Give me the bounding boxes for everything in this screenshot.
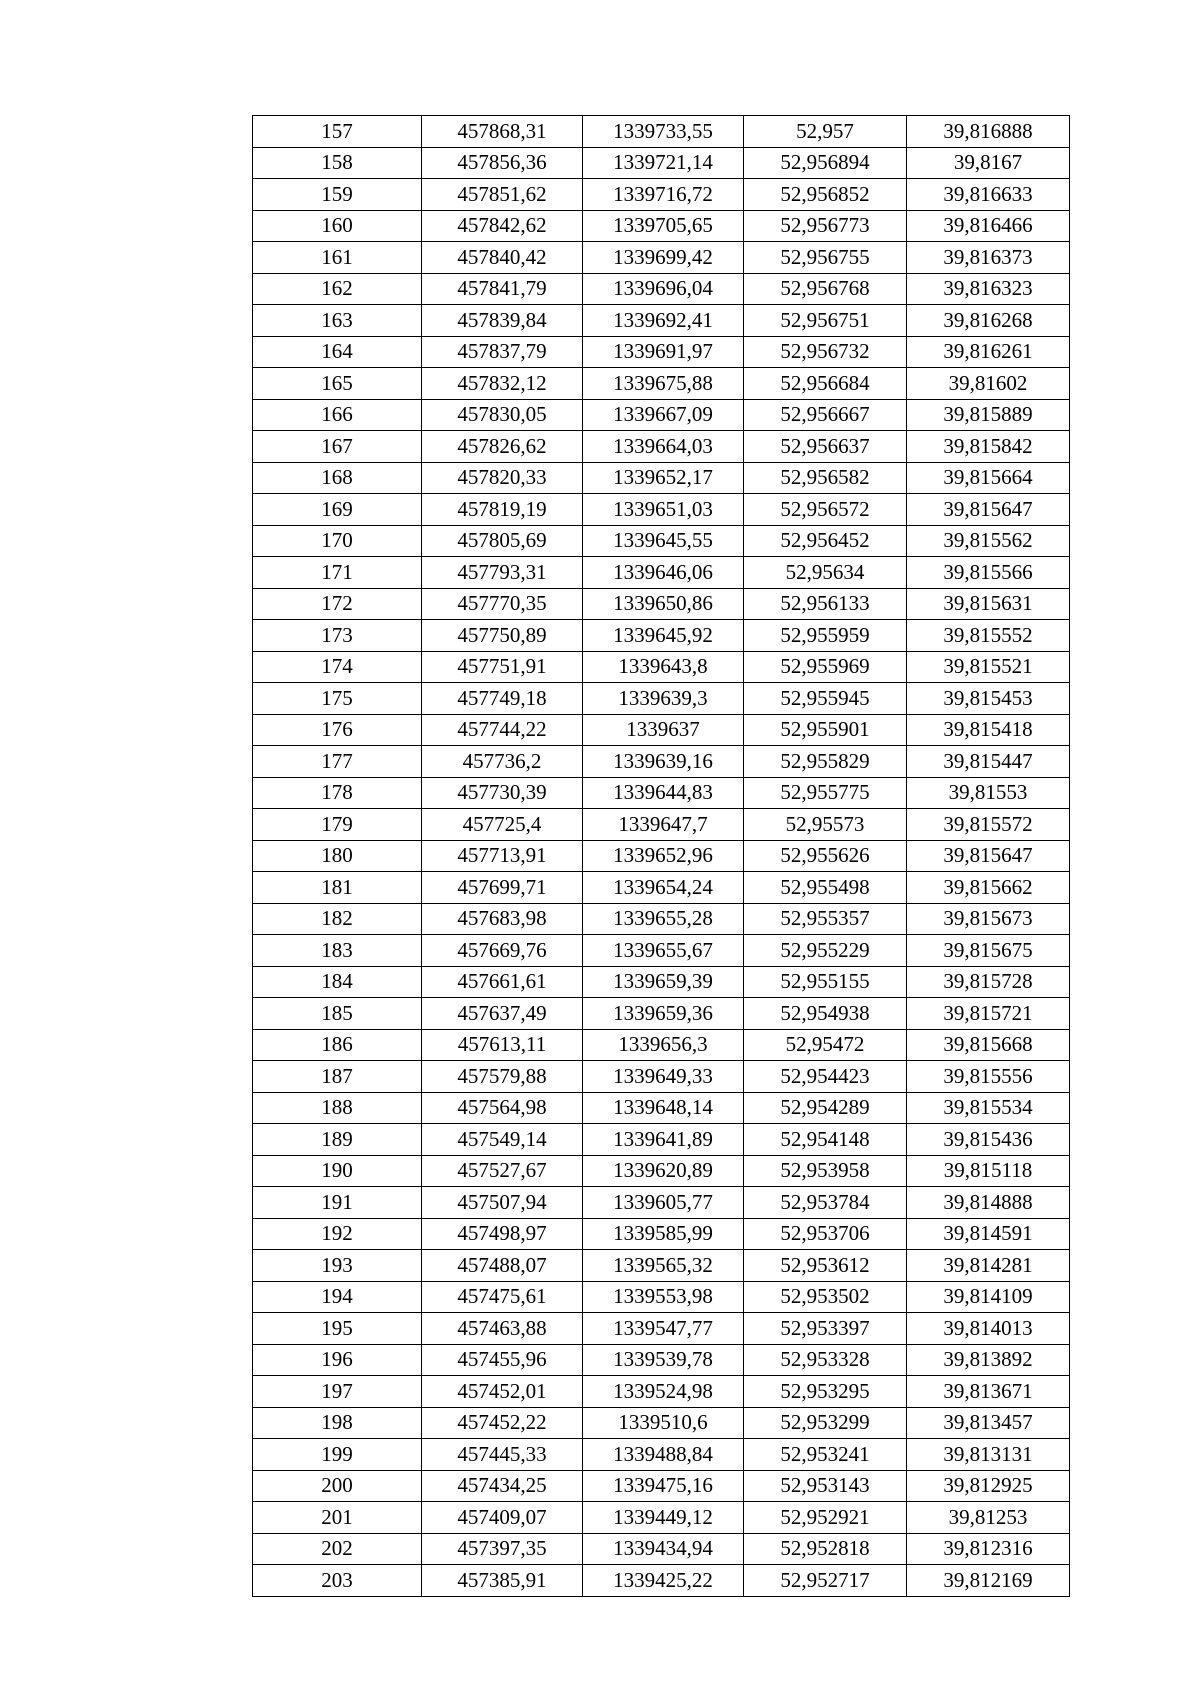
y-coordinate-cell: 1339691,97	[583, 336, 744, 368]
longitude-cell: 39,813457	[907, 1407, 1070, 1439]
y-coordinate-cell: 1339510,6	[583, 1407, 744, 1439]
latitude-cell: 52,953706	[744, 1218, 907, 1250]
y-coordinate-cell: 1339655,67	[583, 935, 744, 967]
longitude-cell: 39,815562	[907, 525, 1070, 557]
table-row	[253, 1155, 1070, 1187]
x-coordinate-cell: 457613,11	[422, 1029, 583, 1061]
y-coordinate-cell: 1339647,7	[583, 809, 744, 841]
point-number-cell: 177	[253, 746, 422, 778]
table-row	[253, 809, 1070, 841]
latitude-cell: 52,953397	[744, 1313, 907, 1345]
latitude-cell: 52,952921	[744, 1502, 907, 1534]
table-row	[253, 714, 1070, 746]
point-number-cell: 186	[253, 1029, 422, 1061]
table-row	[253, 1470, 1070, 1502]
longitude-cell: 39,814281	[907, 1250, 1070, 1282]
x-coordinate-cell: 457868,31	[422, 116, 583, 148]
y-coordinate-cell: 1339654,24	[583, 872, 744, 904]
table-row	[253, 620, 1070, 652]
x-coordinate-cell: 457455,96	[422, 1344, 583, 1376]
point-number-cell: 176	[253, 714, 422, 746]
latitude-cell: 52,956452	[744, 525, 907, 557]
latitude-cell: 52,955829	[744, 746, 907, 778]
point-number-cell: 196	[253, 1344, 422, 1376]
latitude-cell: 52,955775	[744, 777, 907, 809]
y-coordinate-cell: 1339643,8	[583, 651, 744, 683]
latitude-cell: 52,955626	[744, 840, 907, 872]
coordinates-table	[252, 115, 1070, 1597]
x-coordinate-cell: 457842,62	[422, 210, 583, 242]
x-coordinate-cell: 457805,69	[422, 525, 583, 557]
latitude-cell: 52,952717	[744, 1565, 907, 1597]
y-coordinate-cell: 1339637	[583, 714, 744, 746]
latitude-cell: 52,95472	[744, 1029, 907, 1061]
y-coordinate-cell: 1339721,14	[583, 147, 744, 179]
point-number-cell: 161	[253, 242, 422, 274]
longitude-cell: 39,815668	[907, 1029, 1070, 1061]
x-coordinate-cell: 457713,91	[422, 840, 583, 872]
y-coordinate-cell: 1339655,28	[583, 903, 744, 935]
table-row	[253, 1061, 1070, 1093]
longitude-cell: 39,815418	[907, 714, 1070, 746]
point-number-cell: 162	[253, 273, 422, 305]
y-coordinate-cell: 1339649,33	[583, 1061, 744, 1093]
longitude-cell: 39,816466	[907, 210, 1070, 242]
latitude-cell: 52,956637	[744, 431, 907, 463]
y-coordinate-cell: 1339705,65	[583, 210, 744, 242]
table-row	[253, 210, 1070, 242]
longitude-cell: 39,816323	[907, 273, 1070, 305]
longitude-cell: 39,816888	[907, 116, 1070, 148]
x-coordinate-cell: 457434,25	[422, 1470, 583, 1502]
x-coordinate-cell: 457397,35	[422, 1533, 583, 1565]
latitude-cell: 52,953502	[744, 1281, 907, 1313]
point-number-cell: 200	[253, 1470, 422, 1502]
table-row	[253, 525, 1070, 557]
y-coordinate-cell: 1339652,17	[583, 462, 744, 494]
y-coordinate-cell: 1339475,16	[583, 1470, 744, 1502]
table-row	[253, 1092, 1070, 1124]
longitude-cell: 39,815673	[907, 903, 1070, 935]
longitude-cell: 39,812316	[907, 1533, 1070, 1565]
latitude-cell: 52,957	[744, 116, 907, 148]
y-coordinate-cell: 1339645,55	[583, 525, 744, 557]
x-coordinate-cell: 457770,35	[422, 588, 583, 620]
x-coordinate-cell: 457661,61	[422, 966, 583, 998]
point-number-cell: 201	[253, 1502, 422, 1534]
point-number-cell: 197	[253, 1376, 422, 1408]
longitude-cell: 39,816633	[907, 179, 1070, 211]
y-coordinate-cell: 1339651,03	[583, 494, 744, 526]
table-row	[253, 336, 1070, 368]
x-coordinate-cell: 457744,22	[422, 714, 583, 746]
y-coordinate-cell: 1339692,41	[583, 305, 744, 337]
table-row	[253, 368, 1070, 400]
x-coordinate-cell: 457730,39	[422, 777, 583, 809]
x-coordinate-cell: 457409,07	[422, 1502, 583, 1534]
table-row	[253, 399, 1070, 431]
latitude-cell: 52,956732	[744, 336, 907, 368]
latitude-cell: 52,952818	[744, 1533, 907, 1565]
latitude-cell: 52,956755	[744, 242, 907, 274]
point-number-cell: 190	[253, 1155, 422, 1187]
y-coordinate-cell: 1339664,03	[583, 431, 744, 463]
table-row	[253, 935, 1070, 967]
point-number-cell: 160	[253, 210, 422, 242]
longitude-cell: 39,81602	[907, 368, 1070, 400]
y-coordinate-cell: 1339641,89	[583, 1124, 744, 1156]
longitude-cell: 39,814591	[907, 1218, 1070, 1250]
latitude-cell: 52,955945	[744, 683, 907, 715]
latitude-cell: 52,95573	[744, 809, 907, 841]
x-coordinate-cell: 457793,31	[422, 557, 583, 589]
longitude-cell: 39,81553	[907, 777, 1070, 809]
table-row	[253, 273, 1070, 305]
x-coordinate-cell: 457851,62	[422, 179, 583, 211]
y-coordinate-cell: 1339449,12	[583, 1502, 744, 1534]
longitude-cell: 39,815675	[907, 935, 1070, 967]
x-coordinate-cell: 457683,98	[422, 903, 583, 935]
latitude-cell: 52,954423	[744, 1061, 907, 1093]
latitude-cell: 52,956572	[744, 494, 907, 526]
y-coordinate-cell: 1339646,06	[583, 557, 744, 589]
longitude-cell: 39,815118	[907, 1155, 1070, 1187]
x-coordinate-cell: 457751,91	[422, 651, 583, 683]
y-coordinate-cell: 1339553,98	[583, 1281, 744, 1313]
longitude-cell: 39,815566	[907, 557, 1070, 589]
latitude-cell: 52,953958	[744, 1155, 907, 1187]
x-coordinate-cell: 457819,19	[422, 494, 583, 526]
y-coordinate-cell: 1339699,42	[583, 242, 744, 274]
point-number-cell: 164	[253, 336, 422, 368]
point-number-cell: 202	[253, 1533, 422, 1565]
point-number-cell: 178	[253, 777, 422, 809]
x-coordinate-cell: 457841,79	[422, 273, 583, 305]
longitude-cell: 39,815721	[907, 998, 1070, 1030]
latitude-cell: 52,956773	[744, 210, 907, 242]
x-coordinate-cell: 457452,22	[422, 1407, 583, 1439]
point-number-cell: 173	[253, 620, 422, 652]
longitude-cell: 39,815552	[907, 620, 1070, 652]
latitude-cell: 52,955969	[744, 651, 907, 683]
y-coordinate-cell: 1339639,3	[583, 683, 744, 715]
longitude-cell: 39,816373	[907, 242, 1070, 274]
point-number-cell: 158	[253, 147, 422, 179]
point-number-cell: 165	[253, 368, 422, 400]
latitude-cell: 52,956582	[744, 462, 907, 494]
y-coordinate-cell: 1339645,92	[583, 620, 744, 652]
longitude-cell: 39,815521	[907, 651, 1070, 683]
y-coordinate-cell: 1339585,99	[583, 1218, 744, 1250]
y-coordinate-cell: 1339656,3	[583, 1029, 744, 1061]
point-number-cell: 163	[253, 305, 422, 337]
point-number-cell: 174	[253, 651, 422, 683]
point-number-cell: 194	[253, 1281, 422, 1313]
table-row	[253, 116, 1070, 148]
x-coordinate-cell: 457856,36	[422, 147, 583, 179]
x-coordinate-cell: 457488,07	[422, 1250, 583, 1282]
y-coordinate-cell: 1339652,96	[583, 840, 744, 872]
table-row	[253, 998, 1070, 1030]
longitude-cell: 39,815556	[907, 1061, 1070, 1093]
table-row	[253, 1502, 1070, 1534]
latitude-cell: 52,953328	[744, 1344, 907, 1376]
point-number-cell: 168	[253, 462, 422, 494]
longitude-cell: 39,814109	[907, 1281, 1070, 1313]
point-number-cell: 189	[253, 1124, 422, 1156]
y-coordinate-cell: 1339639,16	[583, 746, 744, 778]
latitude-cell: 52,955959	[744, 620, 907, 652]
x-coordinate-cell: 457749,18	[422, 683, 583, 715]
point-number-cell: 203	[253, 1565, 422, 1597]
x-coordinate-cell: 457475,61	[422, 1281, 583, 1313]
table-row	[253, 1533, 1070, 1565]
table-row	[253, 966, 1070, 998]
x-coordinate-cell: 457452,01	[422, 1376, 583, 1408]
x-coordinate-cell: 457507,94	[422, 1187, 583, 1219]
point-number-cell: 183	[253, 935, 422, 967]
y-coordinate-cell: 1339648,14	[583, 1092, 744, 1124]
point-number-cell: 170	[253, 525, 422, 557]
table-row	[253, 1407, 1070, 1439]
latitude-cell: 52,954938	[744, 998, 907, 1030]
longitude-cell: 39,8167	[907, 147, 1070, 179]
x-coordinate-cell: 457736,2	[422, 746, 583, 778]
y-coordinate-cell: 1339434,94	[583, 1533, 744, 1565]
point-number-cell: 191	[253, 1187, 422, 1219]
y-coordinate-cell: 1339675,88	[583, 368, 744, 400]
x-coordinate-cell: 457463,88	[422, 1313, 583, 1345]
coordinates-table-body	[253, 116, 1070, 1597]
longitude-cell: 39,813131	[907, 1439, 1070, 1471]
y-coordinate-cell: 1339659,39	[583, 966, 744, 998]
y-coordinate-cell: 1339425,22	[583, 1565, 744, 1597]
table-row	[253, 1029, 1070, 1061]
x-coordinate-cell: 457564,98	[422, 1092, 583, 1124]
x-coordinate-cell: 457832,12	[422, 368, 583, 400]
longitude-cell: 39,815728	[907, 966, 1070, 998]
point-number-cell: 184	[253, 966, 422, 998]
table-row	[253, 305, 1070, 337]
y-coordinate-cell: 1339565,32	[583, 1250, 744, 1282]
table-row	[253, 1124, 1070, 1156]
y-coordinate-cell: 1339716,72	[583, 179, 744, 211]
table-row	[253, 840, 1070, 872]
longitude-cell: 39,815453	[907, 683, 1070, 715]
x-coordinate-cell: 457837,79	[422, 336, 583, 368]
y-coordinate-cell: 1339650,86	[583, 588, 744, 620]
latitude-cell: 52,953143	[744, 1470, 907, 1502]
longitude-cell: 39,813671	[907, 1376, 1070, 1408]
x-coordinate-cell: 457699,71	[422, 872, 583, 904]
latitude-cell: 52,956684	[744, 368, 907, 400]
point-number-cell: 185	[253, 998, 422, 1030]
table-row	[253, 683, 1070, 715]
y-coordinate-cell: 1339488,84	[583, 1439, 744, 1471]
x-coordinate-cell: 457498,97	[422, 1218, 583, 1250]
latitude-cell: 52,954289	[744, 1092, 907, 1124]
table-row	[253, 1313, 1070, 1345]
point-number-cell: 199	[253, 1439, 422, 1471]
table-row	[253, 494, 1070, 526]
table-row	[253, 1250, 1070, 1282]
point-number-cell: 195	[253, 1313, 422, 1345]
x-coordinate-cell: 457830,05	[422, 399, 583, 431]
table-row	[253, 1344, 1070, 1376]
table-row	[253, 1439, 1070, 1471]
latitude-cell: 52,953612	[744, 1250, 907, 1282]
table-row	[253, 746, 1070, 778]
x-coordinate-cell: 457579,88	[422, 1061, 583, 1093]
table-row	[253, 179, 1070, 211]
point-number-cell: 175	[253, 683, 422, 715]
latitude-cell: 52,956133	[744, 588, 907, 620]
table-row	[253, 242, 1070, 274]
table-row	[253, 1218, 1070, 1250]
latitude-cell: 52,956667	[744, 399, 907, 431]
longitude-cell: 39,812169	[907, 1565, 1070, 1597]
table-row	[253, 147, 1070, 179]
longitude-cell: 39,815647	[907, 840, 1070, 872]
y-coordinate-cell: 1339644,83	[583, 777, 744, 809]
x-coordinate-cell: 457637,49	[422, 998, 583, 1030]
table-row	[253, 588, 1070, 620]
x-coordinate-cell: 457750,89	[422, 620, 583, 652]
point-number-cell: 167	[253, 431, 422, 463]
point-number-cell: 166	[253, 399, 422, 431]
longitude-cell: 39,815447	[907, 746, 1070, 778]
latitude-cell: 52,953299	[744, 1407, 907, 1439]
table-row	[253, 462, 1070, 494]
table-row	[253, 1376, 1070, 1408]
y-coordinate-cell: 1339539,78	[583, 1344, 744, 1376]
y-coordinate-cell: 1339605,77	[583, 1187, 744, 1219]
point-number-cell: 188	[253, 1092, 422, 1124]
x-coordinate-cell: 457826,62	[422, 431, 583, 463]
table-row	[253, 651, 1070, 683]
longitude-cell: 39,814888	[907, 1187, 1070, 1219]
longitude-cell: 39,815631	[907, 588, 1070, 620]
longitude-cell: 39,813892	[907, 1344, 1070, 1376]
longitude-cell: 39,815534	[907, 1092, 1070, 1124]
longitude-cell: 39,812925	[907, 1470, 1070, 1502]
table-row	[253, 1187, 1070, 1219]
longitude-cell: 39,815664	[907, 462, 1070, 494]
table-row	[253, 1281, 1070, 1313]
latitude-cell: 52,955357	[744, 903, 907, 935]
latitude-cell: 52,955901	[744, 714, 907, 746]
latitude-cell: 52,953241	[744, 1439, 907, 1471]
x-coordinate-cell: 457549,14	[422, 1124, 583, 1156]
longitude-cell: 39,816268	[907, 305, 1070, 337]
x-coordinate-cell: 457820,33	[422, 462, 583, 494]
x-coordinate-cell: 457385,91	[422, 1565, 583, 1597]
point-number-cell: 171	[253, 557, 422, 589]
longitude-cell: 39,815842	[907, 431, 1070, 463]
latitude-cell: 52,95634	[744, 557, 907, 589]
y-coordinate-cell: 1339659,36	[583, 998, 744, 1030]
table-row	[253, 431, 1070, 463]
point-number-cell: 159	[253, 179, 422, 211]
y-coordinate-cell: 1339524,98	[583, 1376, 744, 1408]
point-number-cell: 193	[253, 1250, 422, 1282]
longitude-cell: 39,814013	[907, 1313, 1070, 1345]
point-number-cell: 182	[253, 903, 422, 935]
table-row	[253, 777, 1070, 809]
point-number-cell: 180	[253, 840, 422, 872]
point-number-cell: 172	[253, 588, 422, 620]
y-coordinate-cell: 1339696,04	[583, 273, 744, 305]
table-row	[253, 903, 1070, 935]
point-number-cell: 187	[253, 1061, 422, 1093]
x-coordinate-cell: 457445,33	[422, 1439, 583, 1471]
latitude-cell: 52,956852	[744, 179, 907, 211]
longitude-cell: 39,816261	[907, 336, 1070, 368]
point-number-cell: 157	[253, 116, 422, 148]
longitude-cell: 39,815647	[907, 494, 1070, 526]
point-number-cell: 179	[253, 809, 422, 841]
latitude-cell: 52,956894	[744, 147, 907, 179]
latitude-cell: 52,956751	[744, 305, 907, 337]
x-coordinate-cell: 457669,76	[422, 935, 583, 967]
point-number-cell: 198	[253, 1407, 422, 1439]
latitude-cell: 52,955155	[744, 966, 907, 998]
y-coordinate-cell: 1339733,55	[583, 116, 744, 148]
y-coordinate-cell: 1339547,77	[583, 1313, 744, 1345]
latitude-cell: 52,955498	[744, 872, 907, 904]
x-coordinate-cell: 457840,42	[422, 242, 583, 274]
longitude-cell: 39,815889	[907, 399, 1070, 431]
x-coordinate-cell: 457527,67	[422, 1155, 583, 1187]
x-coordinate-cell: 457725,4	[422, 809, 583, 841]
latitude-cell: 52,953295	[744, 1376, 907, 1408]
latitude-cell: 52,953784	[744, 1187, 907, 1219]
x-coordinate-cell: 457839,84	[422, 305, 583, 337]
latitude-cell: 52,954148	[744, 1124, 907, 1156]
y-coordinate-cell: 1339620,89	[583, 1155, 744, 1187]
y-coordinate-cell: 1339667,09	[583, 399, 744, 431]
point-number-cell: 181	[253, 872, 422, 904]
longitude-cell: 39,81253	[907, 1502, 1070, 1534]
longitude-cell: 39,815572	[907, 809, 1070, 841]
point-number-cell: 169	[253, 494, 422, 526]
longitude-cell: 39,815662	[907, 872, 1070, 904]
latitude-cell: 52,955229	[744, 935, 907, 967]
point-number-cell: 192	[253, 1218, 422, 1250]
table-row	[253, 557, 1070, 589]
table-row	[253, 872, 1070, 904]
latitude-cell: 52,956768	[744, 273, 907, 305]
longitude-cell: 39,815436	[907, 1124, 1070, 1156]
table-row	[253, 1565, 1070, 1597]
